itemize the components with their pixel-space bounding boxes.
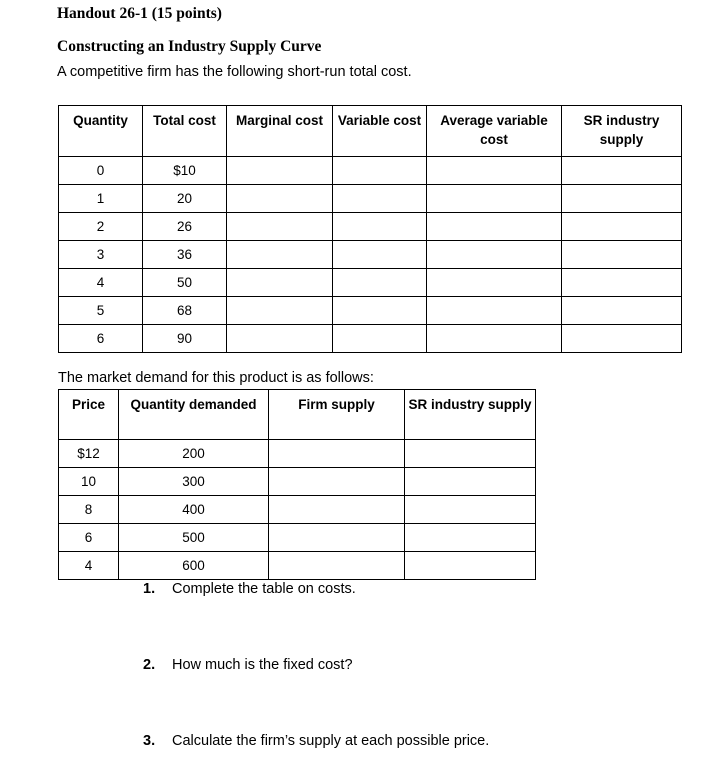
- marginal-cost-cell[interactable]: [227, 185, 333, 213]
- price-cell: 10: [59, 468, 119, 496]
- sr-industry-supply-cell[interactable]: [405, 524, 536, 552]
- quantity-demanded-cell: 500: [119, 524, 269, 552]
- marginal-cost-cell[interactable]: [227, 269, 333, 297]
- quantity-cell: 4: [59, 269, 143, 297]
- sr-industry-supply-cell[interactable]: [562, 297, 682, 325]
- header-marginal-cost: Marginal cost: [227, 106, 333, 157]
- price-cell: 6: [59, 524, 119, 552]
- total-cost-cell: 36: [143, 241, 227, 269]
- quantity-demanded-cell: 300: [119, 468, 269, 496]
- total-cost-cell: 50: [143, 269, 227, 297]
- header-price: Price: [59, 390, 119, 440]
- total-cost-cell: 20: [143, 185, 227, 213]
- sr-industry-supply-cell[interactable]: [405, 496, 536, 524]
- firm-supply-cell[interactable]: [269, 468, 405, 496]
- average-variable-cost-cell[interactable]: [427, 269, 562, 297]
- total-cost-cell: $10: [143, 157, 227, 185]
- marginal-cost-cell[interactable]: [227, 157, 333, 185]
- table-row: [59, 297, 682, 325]
- average-variable-cost-cell[interactable]: [427, 325, 562, 353]
- quantity-demanded-cell: 200: [119, 440, 269, 468]
- marginal-cost-cell[interactable]: [227, 241, 333, 269]
- demand-table: [58, 389, 536, 580]
- variable-cost-cell[interactable]: [333, 241, 427, 269]
- table-row: [59, 269, 682, 297]
- firm-supply-cell[interactable]: [269, 552, 405, 580]
- price-cell: 8: [59, 496, 119, 524]
- table-row: [59, 468, 536, 496]
- table-row: [59, 440, 536, 468]
- quantity-demanded-cell: 400: [119, 496, 269, 524]
- table-row: [59, 325, 682, 353]
- header-variable-cost: Variable cost: [333, 106, 427, 157]
- average-variable-cost-cell[interactable]: [427, 241, 562, 269]
- total-cost-cell: 90: [143, 325, 227, 353]
- question-1: [143, 581, 356, 597]
- question-number: 1.: [143, 581, 156, 597]
- quantity-demanded-cell: 600: [119, 552, 269, 580]
- total-cost-cell: 26: [143, 213, 227, 241]
- demand-table-header-row: [59, 390, 536, 440]
- question-2: [143, 657, 353, 673]
- variable-cost-cell[interactable]: [333, 269, 427, 297]
- cost-table: [58, 105, 682, 353]
- sr-industry-supply-cell[interactable]: [562, 241, 682, 269]
- sr-industry-supply-cell[interactable]: [562, 185, 682, 213]
- firm-supply-cell[interactable]: [269, 496, 405, 524]
- question-text: Complete the table on costs.: [172, 581, 356, 597]
- quantity-cell: 2: [59, 213, 143, 241]
- price-cell: 4: [59, 552, 119, 580]
- variable-cost-cell[interactable]: [333, 325, 427, 353]
- table-row: [59, 241, 682, 269]
- total-cost-cell: 68: [143, 297, 227, 325]
- demand-intro-text: The market demand for this product is as follows:: [58, 370, 374, 386]
- quantity-cell: 1: [59, 185, 143, 213]
- table-row: [59, 524, 536, 552]
- header-sr-industry-supply: SR industry supply: [562, 106, 682, 157]
- header-quantity-demanded: Quantity demanded: [119, 390, 269, 440]
- marginal-cost-cell[interactable]: [227, 325, 333, 353]
- table-row: [59, 185, 682, 213]
- firm-supply-cell[interactable]: [269, 524, 405, 552]
- average-variable-cost-cell[interactable]: [427, 297, 562, 325]
- variable-cost-cell[interactable]: [333, 157, 427, 185]
- question-text: Calculate the firm’s supply at each possible price.: [172, 733, 490, 749]
- handout-subtitle: Constructing an Industry Supply Curve: [57, 38, 322, 55]
- cost-intro-text: A competitive firm has the following short-run total cost.: [57, 64, 412, 80]
- sr-industry-supply-cell[interactable]: [562, 157, 682, 185]
- header-firm-supply: Firm supply: [269, 390, 405, 440]
- firm-supply-cell[interactable]: [269, 440, 405, 468]
- sr-industry-supply-cell[interactable]: [562, 213, 682, 241]
- quantity-cell: 5: [59, 297, 143, 325]
- header-total-cost: Total cost: [143, 106, 227, 157]
- marginal-cost-cell[interactable]: [227, 297, 333, 325]
- variable-cost-cell[interactable]: [333, 213, 427, 241]
- table-row: [59, 157, 682, 185]
- sr-industry-supply-cell[interactable]: [405, 468, 536, 496]
- handout-title: Handout 26-1 (15 points): [57, 5, 222, 22]
- quantity-cell: 3: [59, 241, 143, 269]
- average-variable-cost-cell[interactable]: [427, 185, 562, 213]
- question-number: 2.: [143, 657, 156, 673]
- quantity-cell: 0: [59, 157, 143, 185]
- header-sr-industry-supply: SR industry supply: [405, 390, 536, 440]
- sr-industry-supply-cell[interactable]: [562, 269, 682, 297]
- quantity-cell: 6: [59, 325, 143, 353]
- table-row: [59, 552, 536, 580]
- variable-cost-cell[interactable]: [333, 185, 427, 213]
- header-quantity: Quantity: [59, 106, 143, 157]
- question-text: How much is the fixed cost?: [172, 657, 353, 673]
- header-average-variable-cost: Average variable cost: [427, 106, 562, 157]
- price-cell: $12: [59, 440, 119, 468]
- sr-industry-supply-cell[interactable]: [405, 440, 536, 468]
- question-number: 3.: [143, 733, 156, 749]
- table-row: [59, 496, 536, 524]
- cost-table-header-row: [59, 106, 682, 157]
- average-variable-cost-cell[interactable]: [427, 157, 562, 185]
- question-3: [143, 733, 489, 749]
- sr-industry-supply-cell[interactable]: [405, 552, 536, 580]
- table-row: [59, 213, 682, 241]
- variable-cost-cell[interactable]: [333, 297, 427, 325]
- marginal-cost-cell[interactable]: [227, 213, 333, 241]
- sr-industry-supply-cell[interactable]: [562, 325, 682, 353]
- average-variable-cost-cell[interactable]: [427, 213, 562, 241]
